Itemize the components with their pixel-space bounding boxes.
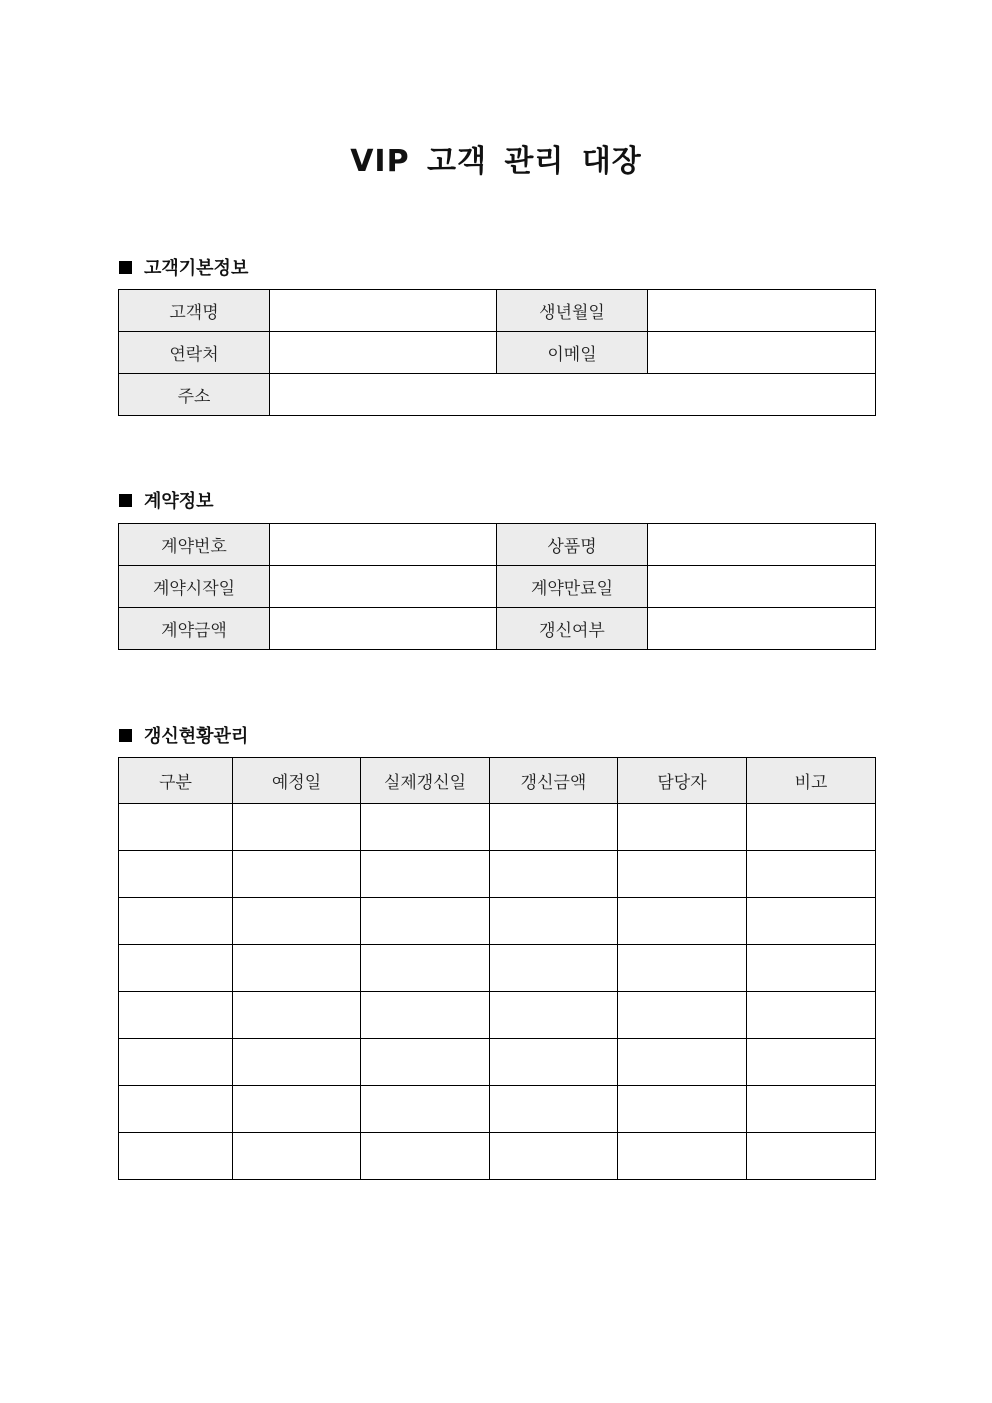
label-product-name: 상품명 <box>497 524 648 566</box>
table-cell[interactable] <box>233 1133 361 1180</box>
table-cell[interactable] <box>233 851 361 898</box>
table-cell[interactable] <box>618 851 747 898</box>
section-heading-contract <box>119 487 214 513</box>
table-cell[interactable] <box>233 1086 361 1133</box>
table-cell[interactable] <box>361 851 490 898</box>
label-contract-amount: 계약금액 <box>119 608 270 650</box>
table-cell[interactable] <box>618 1086 747 1133</box>
field-contract-number[interactable] <box>270 524 497 566</box>
table-cell[interactable] <box>119 851 233 898</box>
renewal-table <box>118 757 876 1180</box>
column-header: 비고 <box>747 758 876 804</box>
label-customer-name: 고객명 <box>119 290 270 332</box>
table-row <box>119 290 876 332</box>
square-bullet-icon <box>119 729 132 742</box>
section-heading-basic <box>119 254 248 280</box>
table-cell[interactable] <box>490 898 618 945</box>
table-row <box>119 851 876 898</box>
column-header: 갱신금액 <box>490 758 618 804</box>
renewal-table-body <box>119 804 876 1180</box>
label-contract-start: 계약시작일 <box>119 566 270 608</box>
table-cell[interactable] <box>361 898 490 945</box>
table-cell[interactable] <box>119 1086 233 1133</box>
field-contract-amount[interactable] <box>270 608 497 650</box>
field-product-name[interactable] <box>648 524 876 566</box>
table-cell[interactable] <box>490 1039 618 1086</box>
table-cell[interactable] <box>233 898 361 945</box>
table-cell[interactable] <box>490 851 618 898</box>
table-row <box>119 945 876 992</box>
table-row <box>119 608 876 650</box>
table-cell[interactable] <box>119 898 233 945</box>
table-cell[interactable] <box>747 1086 876 1133</box>
table-cell[interactable] <box>233 992 361 1039</box>
table-cell[interactable] <box>119 1133 233 1180</box>
table-cell[interactable] <box>119 1039 233 1086</box>
table-cell[interactable] <box>361 1039 490 1086</box>
column-header: 실제갱신일 <box>361 758 490 804</box>
table-cell[interactable] <box>490 945 618 992</box>
table-cell[interactable] <box>361 945 490 992</box>
field-customer-name[interactable] <box>270 290 497 332</box>
field-birth-date[interactable] <box>648 290 876 332</box>
table-cell[interactable] <box>747 804 876 851</box>
table-cell[interactable] <box>233 945 361 992</box>
table-cell[interactable] <box>119 804 233 851</box>
table-cell[interactable] <box>361 992 490 1039</box>
table-row <box>119 524 876 566</box>
table-row <box>119 1086 876 1133</box>
basic-info-table <box>118 289 876 416</box>
table-cell[interactable] <box>618 945 747 992</box>
section-heading-renewal <box>119 722 248 748</box>
square-bullet-icon <box>119 261 132 274</box>
table-cell[interactable] <box>490 992 618 1039</box>
table-cell[interactable] <box>490 804 618 851</box>
table-cell[interactable] <box>747 992 876 1039</box>
section-heading-text: 계약정보 <box>144 491 214 512</box>
label-renewal-status: 갱신여부 <box>497 608 648 650</box>
table-cell[interactable] <box>361 804 490 851</box>
label-contract-number: 계약번호 <box>119 524 270 566</box>
table-cell[interactable] <box>747 1039 876 1086</box>
table-row <box>119 898 876 945</box>
table-cell[interactable] <box>618 898 747 945</box>
label-email: 이메일 <box>497 332 648 374</box>
section-heading-text: 고객기본정보 <box>144 258 249 279</box>
label-contact: 연락처 <box>119 332 270 374</box>
table-cell[interactable] <box>618 992 747 1039</box>
table-row <box>119 374 876 416</box>
field-contract-end[interactable] <box>648 566 876 608</box>
page-title: VIP 고객 관리 대장 <box>350 144 642 179</box>
table-row <box>119 566 876 608</box>
label-contract-end: 계약만료일 <box>497 566 648 608</box>
table-cell[interactable] <box>747 851 876 898</box>
table-row <box>119 1133 876 1180</box>
table-cell[interactable] <box>361 1086 490 1133</box>
table-cell[interactable] <box>361 1133 490 1180</box>
label-birth-date: 생년월일 <box>497 290 648 332</box>
table-row <box>119 992 876 1039</box>
table-cell[interactable] <box>618 804 747 851</box>
table-cell[interactable] <box>618 1133 747 1180</box>
label-address: 주소 <box>119 374 270 416</box>
table-row <box>119 804 876 851</box>
table-cell[interactable] <box>747 945 876 992</box>
table-cell[interactable] <box>119 945 233 992</box>
table-header-row <box>119 758 876 804</box>
square-bullet-icon <box>119 494 132 507</box>
contract-info-table <box>118 523 876 650</box>
table-cell[interactable] <box>747 898 876 945</box>
column-header: 담당자 <box>618 758 747 804</box>
table-cell[interactable] <box>490 1086 618 1133</box>
section-heading-text: 갱신현황관리 <box>144 726 249 747</box>
field-address[interactable] <box>270 374 876 416</box>
table-cell[interactable] <box>618 1039 747 1086</box>
table-row <box>119 1039 876 1086</box>
column-header: 예정일 <box>233 758 361 804</box>
table-cell[interactable] <box>233 1039 361 1086</box>
table-cell[interactable] <box>119 992 233 1039</box>
field-email[interactable] <box>648 332 876 374</box>
table-cell[interactable] <box>233 804 361 851</box>
field-renewal-status[interactable] <box>648 608 876 650</box>
field-contact[interactable] <box>270 332 497 374</box>
column-header: 구분 <box>119 758 233 804</box>
table-row <box>119 332 876 374</box>
table-cell[interactable] <box>490 1133 618 1180</box>
field-contract-start[interactable] <box>270 566 497 608</box>
table-cell[interactable] <box>747 1133 876 1180</box>
